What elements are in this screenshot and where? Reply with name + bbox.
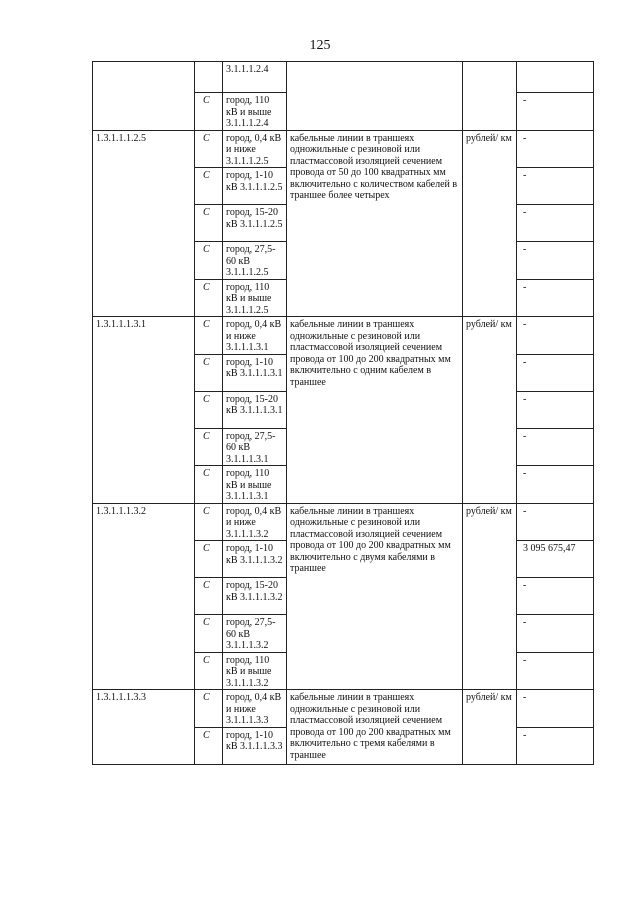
class-letter-cell: С — [195, 690, 223, 728]
rate-value-cell: - — [517, 690, 594, 728]
voltage-level-cell: город, 110 кВ и выше 3.1.1.1.2.5 — [223, 279, 287, 317]
voltage-level-cell: город, 1-10 кВ 3.1.1.1.2.5 — [223, 168, 287, 205]
table-row — [93, 503, 594, 541]
voltage-level-cell: город, 15-20 кВ 3.1.1.1.2.5 — [223, 205, 287, 242]
class-letter-cell: С — [195, 354, 223, 391]
unit-cell: рублей/ км — [463, 690, 517, 765]
rate-value-cell: - — [517, 615, 594, 653]
rate-value-cell: - — [517, 391, 594, 428]
voltage-level-cell: город, 27,5-60 кВ 3.1.1.1.3.1 — [223, 428, 287, 466]
code-cell — [93, 62, 195, 131]
class-letter-cell: С — [195, 727, 223, 764]
class-letter-cell: С — [195, 279, 223, 317]
description-cell: кабельные линии в траншеях одножильные с резиновой или пластмассовой изоляцией сечением провода от 100 до 200 квадратных мм включительно с одним кабелем в траншее — [287, 317, 463, 504]
class-letter-cell: С — [195, 428, 223, 466]
description-cell — [287, 62, 463, 131]
rate-value-cell: - — [517, 578, 594, 615]
class-letter-cell: С — [195, 168, 223, 205]
voltage-level-cell: город, 1-10 кВ 3.1.1.1.3.2 — [223, 541, 287, 578]
tariff-table — [92, 61, 594, 765]
rate-value-cell: - — [517, 652, 594, 690]
rate-value-cell: - — [517, 279, 594, 317]
voltage-level-cell: город, 1-10 кВ 3.1.1.1.3.3 — [223, 727, 287, 764]
rate-value-cell: - — [517, 727, 594, 764]
table-row — [93, 317, 594, 355]
rate-value-cell: - — [517, 317, 594, 355]
voltage-level-cell: город, 0,4 кВ и ниже 3.1.1.1.3.3 — [223, 690, 287, 728]
table-row — [93, 690, 594, 728]
voltage-level-cell: город, 110 кВ и выше 3.1.1.1.2.4 — [223, 93, 287, 131]
description-cell: кабельные линии в траншеях одножильные с резиновой или пластмассовой изоляцией сечением провода от 100 до 200 квадратных мм включительно с тремя кабелями в траншее — [287, 690, 463, 765]
voltage-level-cell: город, 15-20 кВ 3.1.1.1.3.2 — [223, 578, 287, 615]
rate-value-cell: - — [517, 466, 594, 504]
page-number: 125 — [309, 38, 331, 53]
voltage-level-cell: город, 1-10 кВ 3.1.1.1.3.1 — [223, 354, 287, 391]
class-letter-cell: С — [195, 466, 223, 504]
rate-value-cell: - — [517, 242, 594, 280]
rate-value-cell: - — [517, 130, 594, 168]
voltage-level-cell: город, 110 кВ и выше 3.1.1.1.3.1 — [223, 466, 287, 504]
unit-cell — [463, 62, 517, 131]
code-cell: 1.3.1.1.1.3.3 — [93, 690, 195, 765]
class-letter-cell: С — [195, 615, 223, 653]
unit-cell: рублей/ км — [463, 503, 517, 690]
class-letter-cell: С — [195, 503, 223, 541]
class-letter-cell: С — [195, 130, 223, 168]
rate-value-cell: - — [517, 428, 594, 466]
class-letter-cell: С — [195, 578, 223, 615]
voltage-level-cell: 3.1.1.1.2.4 — [223, 62, 287, 93]
voltage-level-cell: город, 0,4 кВ и ниже 3.1.1.1.3.2 — [223, 503, 287, 541]
class-letter-cell: С — [195, 541, 223, 578]
voltage-level-cell: город, 110 кВ и выше 3.1.1.1.3.2 — [223, 652, 287, 690]
description-cell: кабельные линии в траншеях одножильные с резиновой или пластмассовой изоляцией сечением провода от 50 до 100 квадратных мм включительно с количеством кабелей в траншее более четырех — [287, 130, 463, 317]
class-letter-cell: С — [195, 652, 223, 690]
unit-cell: рублей/ км — [463, 130, 517, 317]
class-letter-cell — [195, 62, 223, 93]
rate-value-cell: - — [517, 205, 594, 242]
description-cell: кабельные линии в траншеях одножильные с резиновой или пластмассовой изоляцией сечением провода от 100 до 200 квадратных мм включительно с двумя кабелями в траншее — [287, 503, 463, 690]
voltage-level-cell: город, 15-20 кВ 3.1.1.1.3.1 — [223, 391, 287, 428]
code-cell: 1.3.1.1.1.3.2 — [93, 503, 195, 690]
unit-cell: рублей/ км — [463, 317, 517, 504]
class-letter-cell: С — [195, 205, 223, 242]
class-letter-cell: С — [195, 317, 223, 355]
class-letter-cell: С — [195, 242, 223, 280]
voltage-level-cell: город, 27,5-60 кВ 3.1.1.1.2.5 — [223, 242, 287, 280]
rate-value-cell: 3 095 675,47 — [517, 541, 594, 578]
rate-value-cell: - — [517, 93, 594, 131]
rate-value-cell: - — [517, 503, 594, 541]
voltage-level-cell: город, 0,4 кВ и ниже 3.1.1.1.3.1 — [223, 317, 287, 355]
voltage-level-cell: город, 27,5-60 кВ 3.1.1.1.3.2 — [223, 615, 287, 653]
code-cell: 1.3.1.1.1.2.5 — [93, 130, 195, 317]
class-letter-cell: С — [195, 391, 223, 428]
rate-value-cell: - — [517, 168, 594, 205]
rate-value-cell — [517, 62, 594, 93]
voltage-level-cell: город, 0,4 кВ и ниже 3.1.1.1.2.5 — [223, 130, 287, 168]
table-row — [93, 62, 594, 93]
code-cell: 1.3.1.1.1.3.1 — [93, 317, 195, 504]
rate-value-cell: - — [517, 354, 594, 391]
class-letter-cell: С — [195, 93, 223, 131]
table-row — [93, 130, 594, 168]
